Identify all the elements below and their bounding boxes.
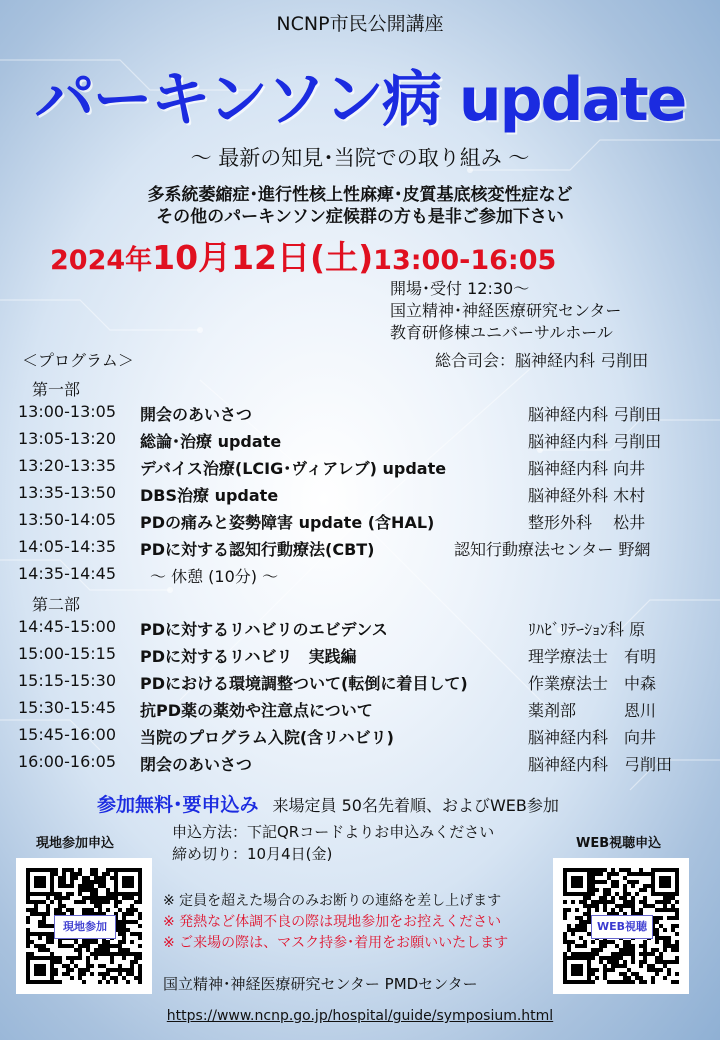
event-title: パーキンソン病 update	[34, 65, 686, 135]
target-audience-line-1: 多系統萎縮症･進行性核上性麻痺･皮質基底核変性症など	[147, 185, 573, 205]
break-label: 〜 休憩 (10分) 〜	[150, 567, 279, 586]
part-2-label: 第二部	[32, 595, 81, 614]
registration-method: 申込方法：下記QRコードよりお申込みください	[172, 823, 495, 841]
part-1-label: 第一部	[32, 380, 81, 399]
program-speaker: 脳神経内科 向井	[528, 459, 646, 478]
event-subtitle: 〜 最新の知見･当院での取り組み 〜	[190, 146, 530, 170]
symposium-link[interactable]: https://www.ncnp.go.jp/hospital/guide/symposium.html	[166, 1008, 554, 1024]
program-speaker: ﾘﾊﾋﾞﾘﾃｰｼｮﾝ科 原	[528, 620, 646, 639]
symposium-url	[0, 1008, 720, 1024]
organizer: 国立精神･神経医療研究センター PMDセンター	[163, 975, 478, 993]
program-title: PDに対するリハビリ 実践編	[140, 647, 357, 666]
program-title: 開会のあいさつ	[140, 405, 253, 424]
onsite-qr-code[interactable]	[16, 858, 152, 994]
program-speaker: 理学療法士 有明	[528, 647, 657, 666]
program-title: 総論･治療 update	[140, 432, 282, 451]
free-registration-label: 参加無料･要申込み	[97, 794, 259, 816]
program-row	[18, 429, 718, 453]
program-speaker: 脳神経内科 向井	[528, 728, 657, 747]
capacity-text: 来場定員 50名先着順、およびWEB参加	[272, 796, 559, 815]
event-date-day: 10月12日(土)	[152, 238, 374, 277]
program-time: 13:20-13:35	[18, 456, 116, 475]
program-row	[18, 698, 718, 722]
program-row	[18, 483, 718, 507]
program-speaker: 薬剤部 恩川	[528, 701, 657, 720]
program-title: デバイス治療(LCIG･ヴィアレブ) update	[140, 459, 447, 478]
program-row	[18, 617, 718, 641]
program-title: PDに対する認知行動療法(CBT)	[140, 540, 375, 559]
program-time: 14:45-15:00	[18, 617, 116, 636]
program-time: 13:35-13:50	[18, 483, 116, 502]
program-time: 13:05-13:20	[18, 429, 116, 448]
program-row	[18, 456, 718, 480]
target-audience-line-2: その他のパーキンソン症候群の方も是非ご参加下さい	[156, 207, 564, 227]
web-qr-code[interactable]	[553, 858, 689, 994]
event-date	[50, 232, 556, 279]
note-capacity: ※ 定員を超えた場合のみお断りの連絡を差し上げます	[163, 893, 502, 909]
program-title: PDの痛みと姿勢障害 update (含HAL)	[140, 513, 435, 532]
program-time: 15:00-15:15	[18, 644, 116, 663]
program-row	[18, 752, 718, 776]
program-time: 14:05-14:35	[18, 537, 116, 556]
program-row	[18, 537, 718, 561]
program-heading: ＜プログラム＞	[22, 351, 134, 370]
program-title: 当院のプログラム入院(含リハビリ)	[140, 728, 394, 747]
break-row	[18, 564, 718, 588]
onsite-registration-label: 現地参加申込	[36, 836, 115, 851]
program-speaker: 作業療法士 中森	[528, 674, 657, 693]
program-time: 15:30-15:45	[18, 698, 116, 717]
program-time: 13:50-14:05	[18, 510, 116, 529]
program-speaker: 認知行動療法センター 野網	[454, 540, 651, 559]
program-title: PDに対するリハビリのエビデンス	[140, 620, 388, 639]
reception-time: 開場･受付 12:30〜	[390, 279, 530, 298]
program-speaker: 脳神経外科 木村	[528, 486, 646, 505]
program-row	[18, 671, 718, 695]
program-title: 抗PD薬の薬効や注意点について	[140, 701, 373, 720]
web-qr-tag: WEB視聴	[591, 915, 653, 939]
program-time: 15:15-15:30	[18, 671, 116, 690]
program-row	[18, 402, 718, 426]
program-row	[18, 725, 718, 749]
program-speaker: 脳神経内科 弓削田	[528, 432, 662, 451]
program-title: 閉会のあいさつ	[140, 755, 253, 774]
lecture-series-label: NCNP市民公開講座	[276, 13, 444, 35]
venue-line-2: 教育研修棟ユニバーサルホール	[390, 323, 613, 342]
program-speaker: 整形外科 松井	[528, 513, 646, 532]
break-time: 14:35-14:45	[18, 564, 116, 583]
onsite-qr-tag: 現地参加	[54, 915, 116, 939]
program-time: 16:00-16:05	[18, 752, 116, 771]
program-time: 15:45-16:00	[18, 725, 116, 744]
web-registration-label: WEB視聴申込	[576, 836, 662, 851]
moderator: 総合司会：脳神経内科 弓削田	[435, 351, 649, 370]
program-speaker: 脳神経内科 弓削田	[528, 755, 673, 774]
program-title: PDにおける環境調整ついて(転倒に着目して)	[140, 674, 468, 693]
note-mask: ※ ご来場の際は、マスク持参･着用をお願いいたします	[163, 935, 509, 951]
venue-line-1: 国立精神･神経医療研究センター	[390, 301, 622, 320]
registration-deadline: 締め切り：10月4日(金)	[172, 845, 333, 863]
event-date-time: 13:00-16:05	[373, 245, 557, 276]
program-title: DBS治療 update	[140, 486, 279, 505]
program-time: 13:00-13:05	[18, 402, 116, 421]
note-fever: ※ 発熱など体調不良の際は現地参加をお控えください	[163, 914, 502, 930]
registration-banner	[97, 790, 559, 817]
program-row	[18, 510, 718, 534]
event-date-year: 2024年	[50, 245, 153, 276]
program-row	[18, 644, 718, 668]
program-speaker: 脳神経内科 弓削田	[528, 405, 662, 424]
